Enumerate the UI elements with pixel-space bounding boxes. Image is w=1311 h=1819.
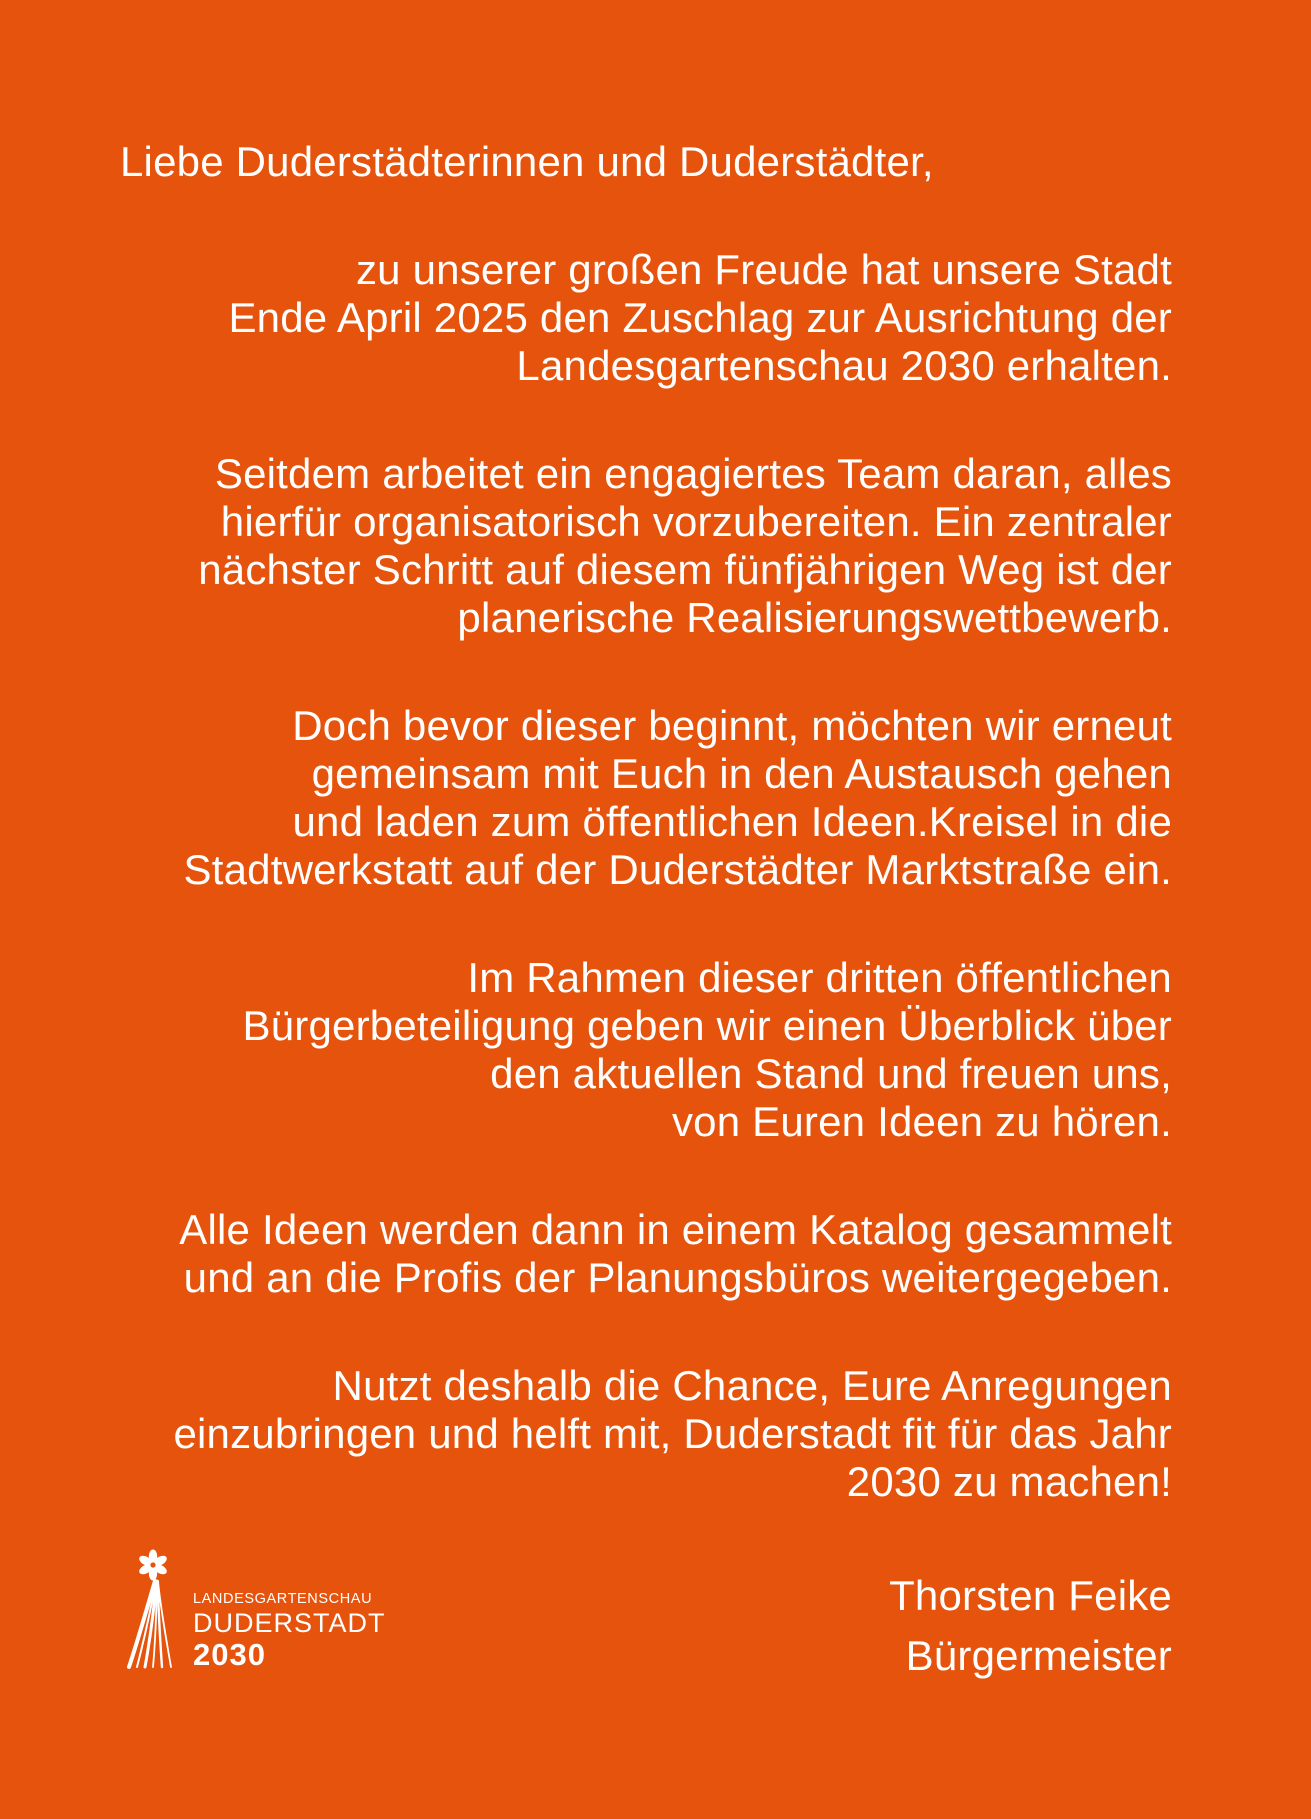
paragraph-1 — [120, 246, 1172, 390]
paragraph-line: und laden zum öffentlichen Ideen.Kreisel in die — [292, 798, 1172, 845]
paragraph-4 — [120, 954, 1172, 1146]
signature-name: Thorsten Feike — [889, 1572, 1172, 1619]
paragraph-line: Bürgerbeteiligung geben wir einen Überblick über — [242, 1002, 1172, 1049]
paragraph-line: 2030 zu machen! — [846, 1458, 1172, 1505]
paragraph-line: den aktuellen Stand und freuen uns, — [490, 1050, 1172, 1097]
paragraph-line: gemeinsam mit Euch in den Austausch gehen — [311, 750, 1172, 797]
paragraph-line: nächster Schritt auf diesem fünfjährigen Weg ist der — [198, 546, 1172, 593]
paragraph-5 — [120, 1206, 1172, 1302]
logo-city-label: DUDERSTADT — [193, 1608, 386, 1638]
paragraph-line: einzubringen und helft mit, Duderstadt fit für das Jahr — [173, 1410, 1172, 1457]
paragraph-line: Doch bevor dieser beginnt, möchten wir erneut — [292, 702, 1172, 749]
logo-event-label: LANDESGARTENSCHAU — [193, 1591, 373, 1607]
logo-text — [193, 1591, 386, 1671]
letter-content — [120, 138, 1172, 1686]
paragraph-line: Im Rahmen dieser dritten öffentlichen — [467, 954, 1172, 1001]
paragraph-line: zu unserer großen Freude hat unsere Stadt — [355, 246, 1172, 293]
paragraph-3 — [120, 702, 1172, 894]
flower-spire-icon — [116, 1548, 178, 1670]
logo-year-label: 2030 — [193, 1637, 266, 1672]
salutation: Liebe Duderstädterinnen und Duderstädter, — [120, 138, 934, 185]
paragraph-line: hierfür organisatorisch vorzubereiten. Ein zentraler — [220, 498, 1172, 545]
paragraph-line: Stadtwerkstatt auf der Duderstädter Marktstraße ein. — [183, 846, 1172, 893]
paragraph-line: Landesgartenschau 2030 erhalten. — [516, 342, 1172, 389]
laga-duderstadt-logo — [116, 1548, 386, 1671]
paragraph-line: Seitdem arbeitet ein engagiertes Team daran, alles — [214, 450, 1172, 497]
paragraph-line: von Euren Ideen zu hören. — [671, 1098, 1172, 1145]
paragraph-6 — [120, 1362, 1172, 1506]
paragraph-line: und an die Profis der Planungsbüros weitergegeben. — [183, 1254, 1172, 1301]
paragraph-line: Ende April 2025 den Zuschlag zur Ausrichtung der — [228, 294, 1172, 341]
paragraph-line: Nutzt deshalb die Chance, Eure Anregungen — [332, 1362, 1172, 1409]
paragraph-line: Alle Ideen werden dann in einem Katalog gesammelt — [179, 1206, 1172, 1253]
paragraph-line: planerische Realisierungswettbewerb. — [457, 594, 1172, 641]
paragraph-2 — [120, 450, 1172, 642]
signature-role: Bürgermeister — [905, 1632, 1172, 1679]
